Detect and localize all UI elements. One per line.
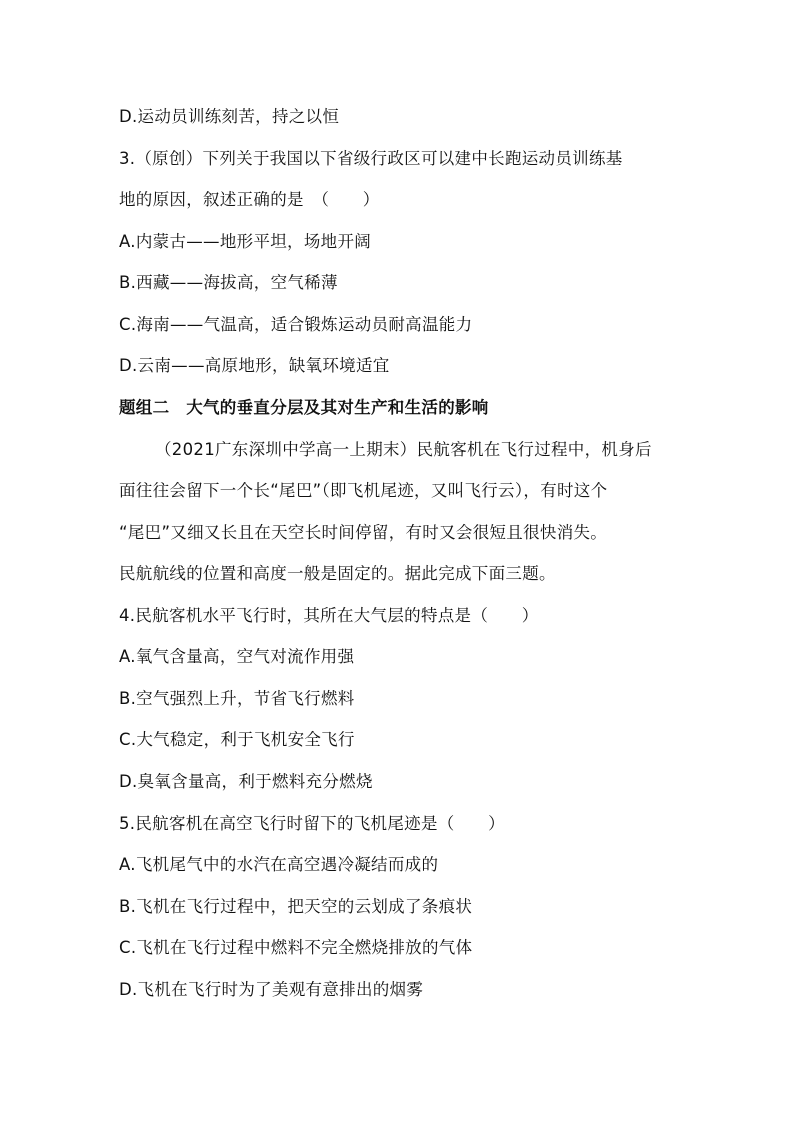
passage-line-4: 民航航线的位置和高度一般是固定的。据此完成下面三题。	[119, 564, 556, 583]
q3-option-d: D.云南——高原地形，缺氧环境适宜	[119, 356, 390, 375]
q5-option-a: A.飞机尾气中的水汽在高空遇冷凝结而成的	[119, 855, 439, 874]
q5-option-c: C.飞机在飞行过程中燃料不完全燃烧排放的气体	[119, 938, 473, 957]
group2-heading: 题组二 大气的垂直分层及其对生产和生活的影响	[119, 398, 489, 417]
q5-stem: 5.民航客机在高空飞行时留下的飞机尾迹是（ ）	[119, 814, 505, 833]
q5-option-b: B.飞机在飞行过程中，把天空的云划成了条痕状	[119, 897, 473, 916]
q4-option-c: C.大气稳定，利于飞机安全飞行	[119, 730, 355, 749]
passage-line-1: （2021广东深圳中学高一上期末）民航客机在飞行过程中，机身后	[155, 440, 652, 459]
passage-line-2: 面往往会留下一个长“尾巴”（即飞机尾迹，又叫飞行云），有时这个	[119, 481, 608, 500]
q4-option-d: D.臭氧含量高，利于燃料充分燃烧	[119, 772, 373, 791]
q2-option-d: D.运动员训练刻苦，持之以恒	[119, 107, 340, 126]
passage-line-3: “尾巴”又细又长且在天空长时间停留，有时又会很短且很快消失。	[119, 523, 608, 542]
q3-stem-line-1: 3.（原创）下列关于我国以下省级行政区可以建中长跑运动员训练基	[119, 149, 623, 168]
q3-option-c: C.海南——气温高，适合锻炼运动员耐高温能力	[119, 315, 473, 334]
q4-option-a: A.氧气含量高，空气对流作用强	[119, 647, 355, 666]
q3-option-a: A.内蒙古——地形平坦，场地开阔	[119, 232, 372, 251]
q3-stem-line-2: 地的原因，叙述正确的是 （ ）	[119, 190, 380, 209]
q4-stem: 4.民航客机水平飞行时，其所在大气层的特点是（ ）	[119, 606, 539, 625]
q5-option-d: D.飞机在飞行时为了美观有意排出的烟雾	[119, 980, 424, 999]
q3-option-b: B.西藏——海拔高，空气稀薄	[119, 273, 338, 292]
q4-option-b: B.空气强烈上升，节省飞行燃料	[119, 689, 355, 708]
